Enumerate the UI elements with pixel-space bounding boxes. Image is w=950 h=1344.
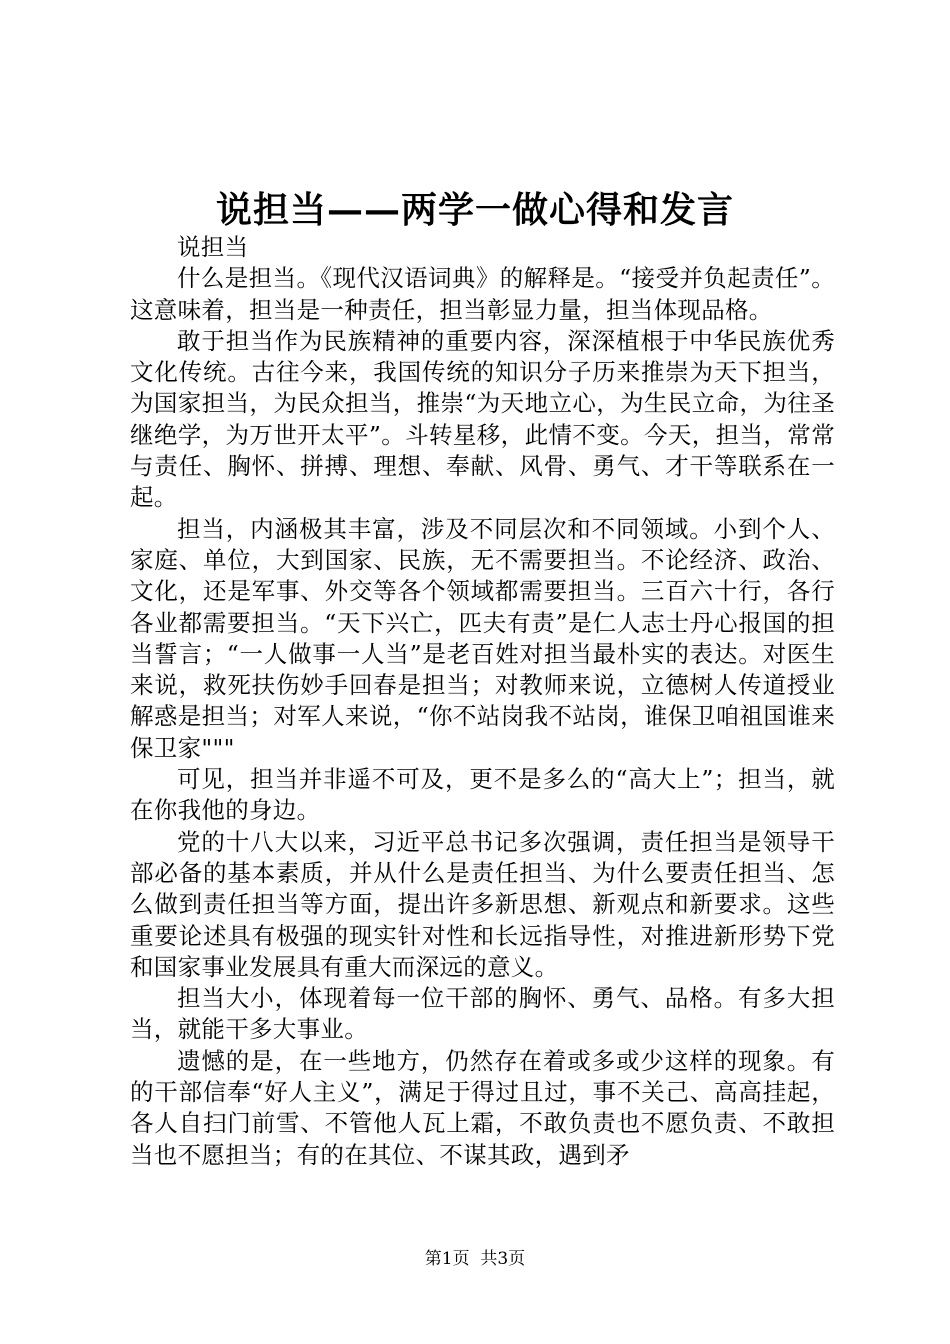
paragraph: 担当大小，体现着每一位干部的胸怀、勇气、品格。有多大担当，就能干多大事业。 — [130, 984, 835, 1044]
paragraph: 说担当 — [177, 233, 249, 261]
paragraph: 敢于担当作为民族精神的重要内容，深深植根于中华民族优秀文化传统。古往今来，我国传统的知识分子历来推崇为天下担当，为国家担当，为民众担当，推崇“为天地立心，为生民立命，为往圣继绝学，为万世开太平”。斗转星移，此情不变。今天，担当，常常与责任、胸怀、拼搏、理想、奉献、风骨、勇气、才干等联系在一起。 — [130, 326, 835, 512]
document-title: 说担当——两学一做心得和发言 — [215, 189, 734, 231]
paragraph: 党的十八大以来，习近平总书记多次强调，责任担当是领导干部必备的基本素质，并从什么是责任担当、为什么要责任担当、怎么做到责任担当等方面，提出许多新思想、新观点和新要求。这些重要论述具有极强的现实针对性和长远指导性，对推进新形势下党和国家事业发展具有重大而深远的意义。 — [130, 827, 835, 981]
document-body — [130, 232, 835, 1171]
page-footer: 第1页 共3页 — [424, 1249, 526, 1269]
paragraph: 担当，内涵极其丰富，涉及不同层次和不同领域。小到个人、家庭、单位，大到国家、民族，无不需要担当。不论经济、政治、文化，还是军事、外交等各个领域都需要担当。三百六十行，各行各业都需要担当。“天下兴亡，匹夫有责”是仁人志士丹心报国的担当誓言；“一人做事一人当”是老百姓对担当最朴实的表达。对医生来说，救死扶伤妙手回春是担当；对教师来说，立德树人传道授业解惑是担当；对军人来说，“你不站岗我不站岗，谁保卫咱祖国谁来保卫家""" — [130, 514, 835, 762]
paragraph: 遗憾的是，在一些地方，仍然存在着或多或少这样的现象。有的干部信奉“好人主义”，满足于得过且过，事不关己、高高挂起，各人自扫门前雪、不管他人瓦上霜，不敢负责也不愿负责、不敢担当也不愿担当；有的在其位、不谋其政，遇到矛 — [130, 1046, 835, 1169]
paragraph: 可见，担当并非遥不可及，更不是多么的“高大上”；担当，就在你我他的身边。 — [130, 765, 835, 825]
paragraph: 什么是担当。《现代汉语词典》的解释是。“接受并负起责任”。这意味着，担当是一种责任，担当彰显力量，担当体现品格。 — [130, 264, 835, 324]
